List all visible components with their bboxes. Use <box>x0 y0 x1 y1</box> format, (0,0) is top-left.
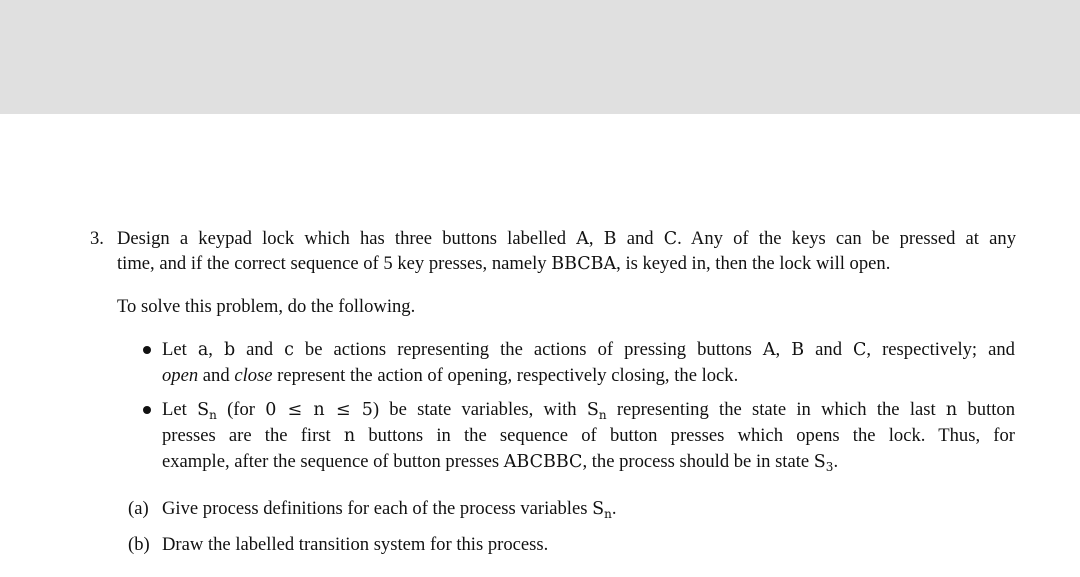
part-a-s-letter: S <box>592 499 605 519</box>
state-s-subscript: n <box>209 408 217 422</box>
state-var-s <box>197 400 217 420</box>
instruction-text: To solve this problem, do the following. <box>117 296 416 317</box>
state-s-subscript-2: n <box>598 408 607 422</box>
b2-line2-text-b: buttons in the sequence of button presses which opens the lock. <box>355 425 926 446</box>
b1-text-5: and <box>198 365 235 386</box>
intro-text-1: Design a keypad lock which has three buttons labelled <box>117 228 577 249</box>
part-a-period: . <box>611 498 617 519</box>
intro-text-2: , <box>588 228 604 249</box>
b1-and: and <box>235 339 285 360</box>
bullet-2-line-2 <box>162 423 1015 449</box>
b2-text-4: button <box>957 399 1015 420</box>
b1-button-b: B <box>791 340 805 360</box>
b2-line3-text-a: example, after the sequence of button presses <box>162 451 504 472</box>
action-c: c <box>284 340 294 360</box>
b1-button-c: C <box>853 340 867 360</box>
b2-text-2: ) be state variables, with <box>372 399 587 420</box>
state-s3-letter: S <box>813 452 826 472</box>
b2-text-1: (for <box>216 399 266 420</box>
part-a-body: Give process definitions for each of the process variables <box>162 498 593 519</box>
bullet-2-line-1 <box>162 397 1015 423</box>
var-n-2: n <box>343 426 356 446</box>
example-sequence: ABCBBC <box>503 452 583 472</box>
intro-text-3: and <box>616 228 664 249</box>
button-a-label: A <box>576 229 589 249</box>
b1-button-a: A <box>762 340 776 360</box>
bullet-dot-2 <box>143 406 151 414</box>
b1-comma: , <box>208 339 224 360</box>
bullet-1-line-2 <box>162 363 738 388</box>
b2-line3-period: . <box>833 451 839 472</box>
b1-text-3: and <box>804 339 854 360</box>
button-c-label: C <box>663 229 678 249</box>
problem-intro-line-2 <box>117 251 890 277</box>
problem-intro-line-1 <box>117 226 1016 252</box>
bullet-2-line-3 <box>162 449 838 475</box>
bullet-1-line-1 <box>162 337 1015 363</box>
intro-line2-text-a: time, and if the correct sequence of 5 key presses, namely <box>117 253 552 274</box>
b2-let: Let <box>162 399 198 420</box>
b1-text-6: represent the action of opening, respectively closing, the lock. <box>272 365 739 386</box>
part-a-state-var <box>592 499 612 519</box>
close-action: close <box>234 365 273 386</box>
button-b-label: B <box>603 229 617 249</box>
b2-text-3: representing the state in which the last <box>606 399 946 420</box>
intro-text-4: . Any of the keys can be pressed at any <box>677 228 1016 249</box>
state-s-letter: S <box>197 400 210 420</box>
part-a-s-subscript: n <box>604 507 612 521</box>
open-action: open <box>162 365 199 386</box>
b2-line2-text-a: presses are the first <box>162 425 344 446</box>
b1-text-2: , <box>775 339 792 360</box>
intro-line2-text-b: , is keyed in, then the lock will open. <box>616 253 891 274</box>
bullet-dot-1 <box>143 346 151 354</box>
action-a: a <box>197 340 209 360</box>
problem-number: 3. <box>90 228 104 249</box>
correct-sequence: BBCBA <box>551 254 617 274</box>
b1-let: Let <box>162 339 198 360</box>
b1-text-1: be actions representing the actions of pressing buttons <box>293 339 763 360</box>
state-s-letter-2: S <box>586 400 599 420</box>
part-b-text: Draw the labelled transition system for this process. <box>162 534 549 555</box>
b2-line3-text-b: , the process should be in state <box>582 451 814 472</box>
var-n-1: n <box>945 400 958 420</box>
range-inequality: 0 ≤ n ≤ 5 <box>265 400 373 420</box>
part-a-text <box>162 496 616 522</box>
state-s3-subscript: 3 <box>825 460 834 474</box>
state-var-s-2 <box>587 400 607 420</box>
b2-line2-text-c: Thus, for <box>938 425 1015 446</box>
part-a-label: (a) <box>128 498 149 519</box>
state-s3 <box>814 452 834 472</box>
action-b: b <box>223 340 236 360</box>
b1-text-4: , respectively; and <box>866 339 1015 360</box>
part-b-label: (b) <box>128 534 150 555</box>
